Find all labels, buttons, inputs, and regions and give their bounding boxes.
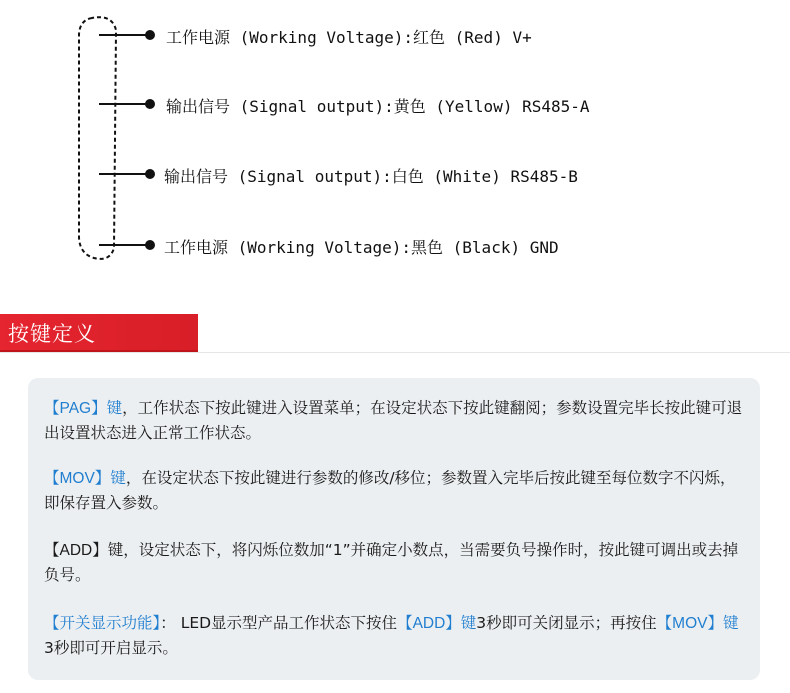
wire-label-red: 工作电源 (Working Voltage):红色 (Red) V+ [166,28,532,47]
add-key-description [44,538,744,588]
add-key-text: ，设定状态下，将闪烁位数加“1”并确定小数点，当需要负号操作时，按此键可调出或去掉负号。 [44,541,739,584]
display-toggle-label: 【开关显示功能】 [44,614,161,632]
section-header [0,314,198,352]
section-title: 按键定义 [8,322,96,346]
cable-bundle-outline [79,17,116,259]
mov-key-text: ，在设定状态下按此键进行参数的修改/移位；参数置入完毕后按此键至每位数字不闪烁，即保存置入参数。 [44,469,736,512]
display-add-key-label: 【ADD】键 [397,615,477,632]
display-toggle-text2: 3秒即可关闭显示；再按住 [476,614,657,632]
key-definitions-panel [28,378,760,680]
wire-label-white: 输出信号 (Signal output):白色 (White) RS485-B [164,167,578,186]
mov-key-label: 【MOV】键 [44,470,126,487]
display-toggle-description [44,611,744,661]
pag-key-label: 【PAG】键 [44,400,123,417]
wire-dot-4 [145,240,155,250]
add-key-label: 【ADD】键 [44,542,124,559]
wire-label-yellow: 输出信号 (Signal output):黄色 (Yellow) RS485-A [166,97,590,116]
section-divider [0,352,790,353]
display-toggle-text1: ： LED显示型产品工作状态下按住 [160,614,398,632]
display-mov-key-label: 【MOV】键 [656,615,739,632]
display-toggle-text3: 3秒即可开启显示。 [44,639,178,657]
mov-key-description [44,466,744,516]
wire-label-black: 工作电源 (Working Voltage):黑色 (Black) GND [164,238,559,257]
wire-dot-2 [145,99,155,109]
wiring-diagram [0,0,790,290]
pag-key-text: ，工作状态下按此键进入设置菜单；在设定状态下按此键翻阅；参数设置完毕长按此键可退出设置状态进入正常工作状态。 [44,399,743,442]
wire-dot-3 [145,169,155,179]
wire-dot-1 [145,30,155,40]
pag-key-description [44,396,744,446]
